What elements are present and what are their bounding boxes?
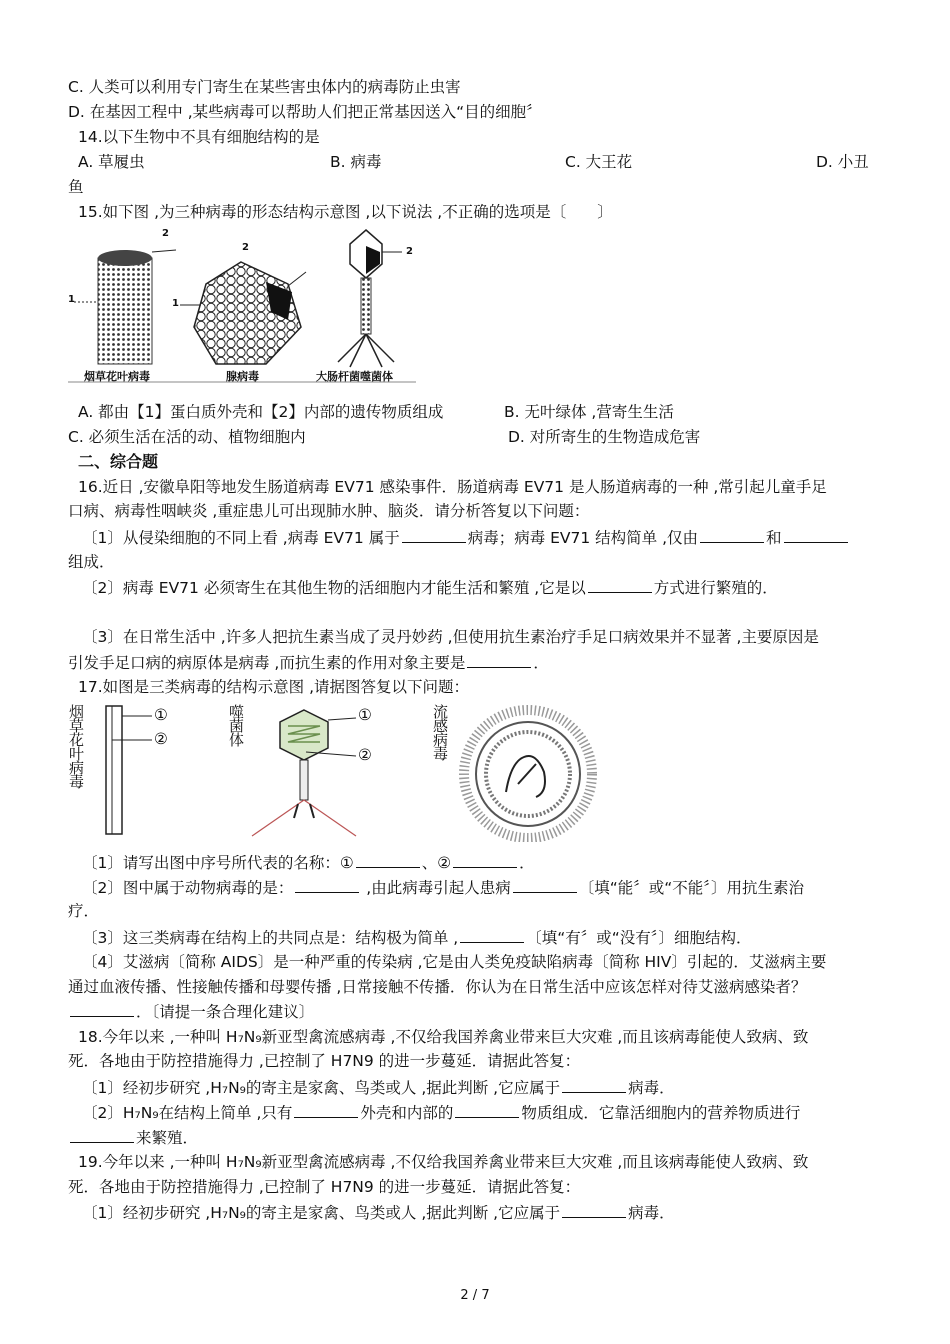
q15-option-a: A. 都由【1】蛋白质外壳和【2】内部的遗传物质组成 <box>78 403 444 421</box>
q18-blank-4[interactable] <box>70 1126 134 1143</box>
tobacco-mosaic-virus-drawing <box>74 250 176 364</box>
q18-part2-line2 <box>68 1126 198 1149</box>
q16-part1-text-c: 和 <box>766 529 782 547</box>
q18-part1 <box>82 1076 675 1099</box>
q19-part1-text-b: 病毒． <box>628 1204 675 1222</box>
q17-part3 <box>82 926 752 949</box>
q18-stem-line1: 18.今年以来 ,一种叫 H₇N₉新亚型禽流感病毒 ,不仅给我国养禽业带来巨大灾难 ,而且该病毒能使人致病、致 <box>78 1028 809 1046</box>
q17-tmv-drawing <box>106 706 152 834</box>
q16-part2-text-b: 方式进行繁殖的． <box>653 579 778 597</box>
q15-option-c: C. 必须生活在活的动、植物细胞内 <box>68 428 306 446</box>
q15-stem: 15.如下图 ,为三种病毒的形态结构示意图 ,以下说法 ,不正确的选项是〔 〕 <box>78 203 613 221</box>
q15-virus-figure <box>66 222 418 384</box>
q16-part1 <box>82 526 850 549</box>
q14-option-a: A. 草履虫 <box>78 153 145 171</box>
q15-label-1a: 1 <box>68 294 75 305</box>
section-heading: 二、综合题 <box>78 452 159 471</box>
q18-part2-text-d: 来繁殖． <box>136 1129 199 1147</box>
adenovirus-drawing <box>180 262 306 364</box>
q14-option-d: D. 小丑 <box>816 153 869 171</box>
q17-part1 <box>82 851 535 874</box>
q18-part1-text-a: 〔1〕经初步研究 ,H₇N₉的寄主是家禽、鸟类或人 ,据此判断 ,它应属于 <box>82 1079 561 1097</box>
q17-part1-text-c: ． <box>519 854 535 872</box>
q17-part2-text-c: 〔填“能〞或“不能〞〕用抗生素治 <box>578 879 805 897</box>
q17-part4-text-c: ．〔请提一条合理化建议〕 <box>136 1003 315 1021</box>
q16-part3-text-c: ． <box>533 654 549 672</box>
q17-marker-1b: ① <box>358 706 372 724</box>
q15-caption-phage: 大肠杆菌噬菌体 <box>316 370 393 383</box>
q14-stem: 14.以下生物中不具有细胞结构的是 <box>78 128 320 146</box>
q17-part2-end: 疗． <box>68 902 100 920</box>
q16-part1-text-a: 〔1〕从侵染细胞的不同上看 ,病毒 EV71 属于 <box>82 529 400 547</box>
q16-part1-text-b: 病毒；病毒 EV71 结构简单 ,仅由 <box>467 529 699 547</box>
q17-part3-text-a: 〔3〕这三类病毒在结构上的共同点是：结构极为简单 , <box>82 929 459 947</box>
q14-option-c: C. 大王花 <box>565 153 633 171</box>
q17-label-phage: 噬菌体 <box>227 704 245 746</box>
q16-stem-line2: 口病、病毒性咽峡炎 ,重症患儿可出现肺水肿、脑炎．请分析答复以下问题： <box>68 502 590 520</box>
q16-blank-4[interactable] <box>588 576 652 593</box>
q17-part2 <box>82 876 804 899</box>
q17-blank-1[interactable] <box>356 851 420 868</box>
q19-blank-1[interactable] <box>562 1201 626 1218</box>
q17-marker-2b: ② <box>358 746 372 764</box>
q16-stem-line1: 16.近日 ,安徽阜阳等地发生肠道病毒 EV71 感染事件．肠道病毒 EV71 是人肠道病毒的一种 ,常引起儿童手足 <box>78 478 827 496</box>
q17-phage-drawing <box>252 710 356 836</box>
q17-part4-line3 <box>68 1000 314 1023</box>
q17-blank-4[interactable] <box>513 876 577 893</box>
q16-part3-line2 <box>68 651 549 674</box>
q15-caption-adenovirus: 腺病毒 <box>226 370 259 383</box>
q19-part1-text-a: 〔1〕经初步研究 ,H₇N₉的寄主是家禽、鸟类或人 ,据此判断 ,它应属于 <box>82 1204 561 1222</box>
q18-part1-text-b: 病毒． <box>628 1079 675 1097</box>
q18-part2-text-b: 外壳和内部的 <box>360 1104 454 1122</box>
q17-marker-1a: ① <box>154 706 168 724</box>
q17-flu-drawing <box>464 710 592 838</box>
q17-virus-diagram <box>66 702 606 842</box>
q17-part3-text-b: 〔填“有〞或“没有〞〕细胞结构． <box>526 929 752 947</box>
q19-stem-line1: 19.今年以来 ,一种叫 H₇N₉新亚型禽流感病毒 ,不仅给我国养禽业带来巨大灾难 ,而且该病毒能使人致病、致 <box>78 1153 809 1171</box>
q17-blank-6[interactable] <box>70 1000 134 1017</box>
q15-option-d: D. 对所寄生的生物造成危害 <box>508 428 701 446</box>
q17-part2-text-a: 〔2〕图中属于动物病毒的是： <box>82 879 294 897</box>
q17-part4-line2: 通过血液传播、性接触传播和母婴传播 ,日常接触不传播．你认为在日常生活中应该怎样对待艾滋病感染者？ <box>68 978 807 996</box>
q15-label-2a: 2 <box>162 228 169 239</box>
q16-blank-2[interactable] <box>700 526 764 543</box>
q16-blank-5[interactable] <box>467 651 531 668</box>
q16-part2 <box>82 576 778 599</box>
q17-part4-line1: 〔4〕艾滋病〔简称 AIDS〕是一种严重的传染病 ,它是由人类免疫缺陷病毒〔简称 HIV〕引起的．艾滋病主要 <box>82 953 827 971</box>
q16-part1-end: 组成． <box>68 553 115 571</box>
q17-label-flu: 流感病毒 <box>431 704 449 760</box>
q15-option-b: B. 无叶绿体 ,营寄生生活 <box>504 403 674 421</box>
bacteriophage-drawing <box>338 230 402 367</box>
q18-part2-text-c: 物质组成．它靠活细胞内的营养物质进行 <box>521 1104 801 1122</box>
q17-blank-2[interactable] <box>453 851 517 868</box>
q15-label-1b: 1 <box>172 298 179 309</box>
q17-virus-figure <box>66 702 606 842</box>
q17-part1-text-b: 、② <box>421 854 452 872</box>
q17-part1-text-a: 〔1〕请写出图中序号所代表的名称：① <box>82 854 354 872</box>
q17-blank-5[interactable] <box>460 926 524 943</box>
q16-part3-text-b: 引发手足口病的病原体是病毒 ,而抗生素的作用对象主要是 <box>68 654 466 672</box>
q18-blank-2[interactable] <box>294 1101 358 1118</box>
q17-label-tmv: 烟草花叶病毒 <box>67 704 85 788</box>
q15-label-2c: 2 <box>406 246 413 257</box>
q18-blank-1[interactable] <box>562 1076 626 1093</box>
q16-part2-text-a: 〔2〕病毒 EV71 必须寄生在其他生物的活细胞内才能生活和繁殖 ,它是以 <box>82 579 586 597</box>
q17-marker-2a: ② <box>154 730 168 748</box>
q15-caption-tmv: 烟草花叶病毒 <box>84 370 150 383</box>
q15-label-2b: 2 <box>242 242 249 253</box>
q14-option-d-cont: 鱼 <box>68 178 84 196</box>
q19-stem-line2: 死．各地由于防控措施得力 ,已控制了 H7N9 的进一步蔓延．请据此答复： <box>68 1178 581 1196</box>
q18-part2 <box>82 1101 800 1124</box>
q18-stem-line2: 死．各地由于防控措施得力 ,已控制了 H7N9 的进一步蔓延．请据此答复： <box>68 1052 581 1070</box>
q17-part2-text-b: ,由此病毒引起人患病 <box>361 879 511 897</box>
q18-blank-3[interactable] <box>455 1101 519 1118</box>
page-number: 2 / 7 <box>460 1288 490 1303</box>
q16-part3-line1: 〔3〕在日常生活中 ,许多人把抗生素当成了灵丹妙药 ,但使用抗生素治疗手足口病效果并不显著 ,主要原因是 <box>82 628 819 646</box>
q13-option-c: C. 人类可以利用专门寄生在某些害虫体内的病毒防止虫害 <box>68 78 461 96</box>
q18-part2-text-a: 〔2〕H₇N₉在结构上简单 ,只有 <box>82 1104 293 1122</box>
q13-option-d: D. 在基因工程中 ,某些病毒可以帮助人们把正常基因送入“目的细胞〞 <box>68 103 542 121</box>
q17-stem: 17.如图是三类病毒的结构示意图 ,请据图答复以下问题： <box>78 678 470 696</box>
q17-blank-3[interactable] <box>295 876 359 893</box>
q19-part1 <box>82 1201 675 1224</box>
q16-blank-3[interactable] <box>784 526 848 543</box>
q16-blank-1[interactable] <box>402 526 466 543</box>
q14-option-b: B. 病毒 <box>330 153 382 171</box>
